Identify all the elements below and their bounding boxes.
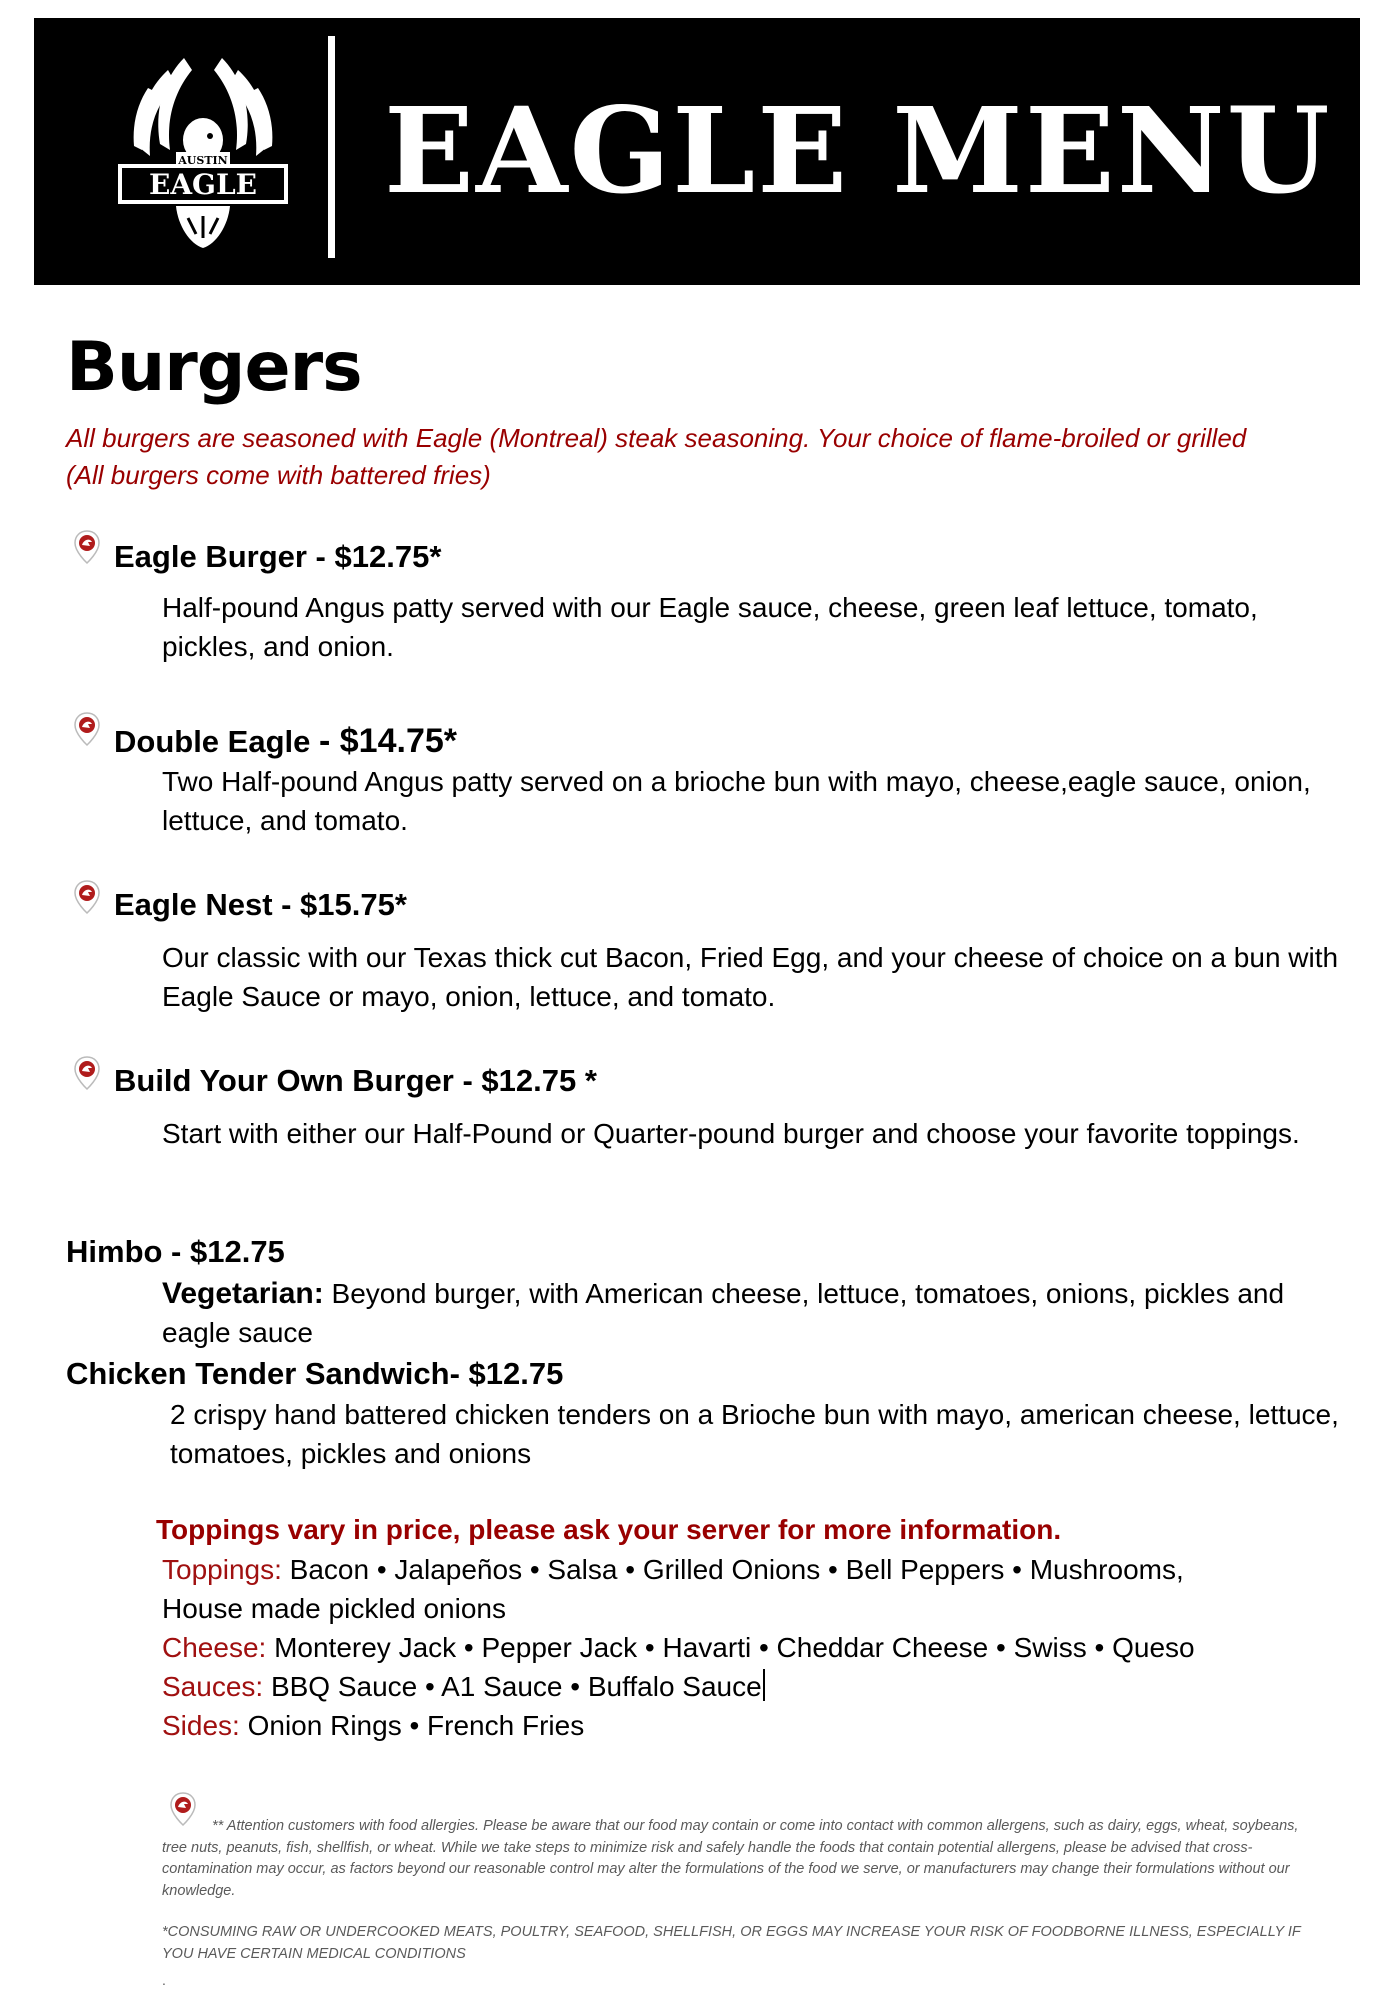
item-chicken-tender-desc: 2 crispy hand battered chicken tenders on a Brioche bun with mayo, american cheese, lettuce, tomatoes, pickles and onions [170, 1399, 1339, 1469]
item-eagle-burger-title: Eagle Burger - $12.75* [114, 539, 442, 574]
page-title: EAGLE MENU [384, 81, 1332, 220]
intro-line-2: (All burgers come with battered fries) [66, 460, 491, 490]
item-himbo-desc [162, 1274, 1342, 1352]
allergy-notice [162, 1816, 1322, 1902]
item-double-eagle-name: Double Eagle [114, 724, 311, 759]
item-double-eagle-title [114, 722, 457, 761]
item-eagle-nest-title: Eagle Nest - $15.75* [114, 887, 407, 922]
text-cursor [763, 1669, 765, 1701]
toppings-price-note: Toppings vary in price, please ask your server for more information. [156, 1514, 1062, 1545]
eagle-pin-icon [74, 530, 100, 564]
allergy-text: ** Attention customers with food allergies. Please be aware that our food may contain or come into contact with common allergens, such as dairy, eggs, wheat, soybeans, tree nuts, peanuts, fish, shellfish, or wheat. While we take steps to minimize risk and safely handle the foods that contain potential allergens, please be advised that cross-contamination may occur, as factors beyond our reasonable control may alter the formulations of the food we serve, or manufacturers may change their formulations without our knowledge. [162, 1818, 1299, 1899]
toppings-line-2: House made pickled onions [162, 1593, 506, 1624]
sauces-value: BBQ Sauce • A1 Sauce • Buffalo Sauce [263, 1671, 762, 1702]
toppings-line [162, 1550, 1312, 1589]
vegetarian-label: Vegetarian: [162, 1277, 324, 1310]
toppings-value: Bacon • Jalapeños • Salsa • Grilled Onions • Bell Peppers • Mushrooms, [281, 1554, 1184, 1585]
eagle-pin-icon [74, 880, 100, 914]
item-build-your-own-desc: Start with either our Half-Pound or Quarter-pound burger and choose your favorite toppings. [162, 1118, 1300, 1149]
sides-line [162, 1706, 1312, 1745]
item-eagle-nest-desc: Our classic with our Texas thick cut Bacon, Fried Egg, and your cheese of choice on a bun with Eagle Sauce or mayo, onion, lettuce, and tomato. [162, 942, 1339, 1012]
item-double-eagle-desc: Two Half-pound Angus patty served on a brioche bun with mayo, cheese,eagle sauce, onion, lettuce, and tomato. [162, 766, 1311, 836]
item-eagle-burger-desc: Half-pound Angus patty served with our Eagle sauce, cheese, green leaf lettuce, tomato, pickles, and onion. [162, 592, 1258, 662]
austin-eagle-logo [88, 48, 318, 260]
sauces-line [162, 1667, 1312, 1706]
section-intro [66, 420, 1336, 494]
sides-label: Sides: [162, 1710, 240, 1741]
svg-text:AUSTIN: AUSTIN [178, 154, 228, 167]
menu-header [34, 18, 1360, 285]
item-build-your-own-title: Build Your Own Burger - $12.75 * [114, 1063, 597, 1098]
cheese-value: Monterey Jack • Pepper Jack • Havarti • Cheddar Cheese • Swiss • Queso [266, 1632, 1195, 1663]
svg-text:EAGLE: EAGLE [148, 168, 258, 201]
section-title: Burgers [66, 328, 362, 407]
eagle-pin-icon [74, 712, 100, 746]
item-double-eagle-price: - $14.75* [319, 722, 457, 760]
stray-period: . [162, 1972, 166, 1988]
sauces-label: Sauces: [162, 1671, 264, 1702]
cheese-line [162, 1628, 1312, 1667]
item-himbo-desc-text: Beyond burger, with American cheese, lettuce, tomatoes, onions, pickles and eagle sauce [162, 1278, 1285, 1348]
eagle-pin-icon [74, 1056, 100, 1090]
sides-value: Onion Rings • French Fries [239, 1710, 585, 1741]
raw-food-warning: *CONSUMING RAW OR UNDERCOOKED MEATS, POULTRY, SEAFOOD, SHELLFISH, OR EGGS MAY INCREASE YOUR RISK OF FOODBORNE ILLNESS, ESPECIALLY IF YOU HAVE CERTAIN MEDICAL CONDITIONS [162, 1924, 1301, 1962]
intro-line-1: All burgers are seasoned with Eagle (Montreal) steak seasoning. Your choice of flame-broiled or grilled [66, 423, 1247, 453]
cheese-label: Cheese: [162, 1632, 267, 1663]
header-divider [328, 36, 335, 258]
toppings-label: Toppings: [162, 1554, 282, 1585]
item-chicken-tender-title: Chicken Tender Sandwich- $12.75 [66, 1356, 564, 1391]
item-himbo-title: Himbo - $12.75 [66, 1234, 285, 1269]
